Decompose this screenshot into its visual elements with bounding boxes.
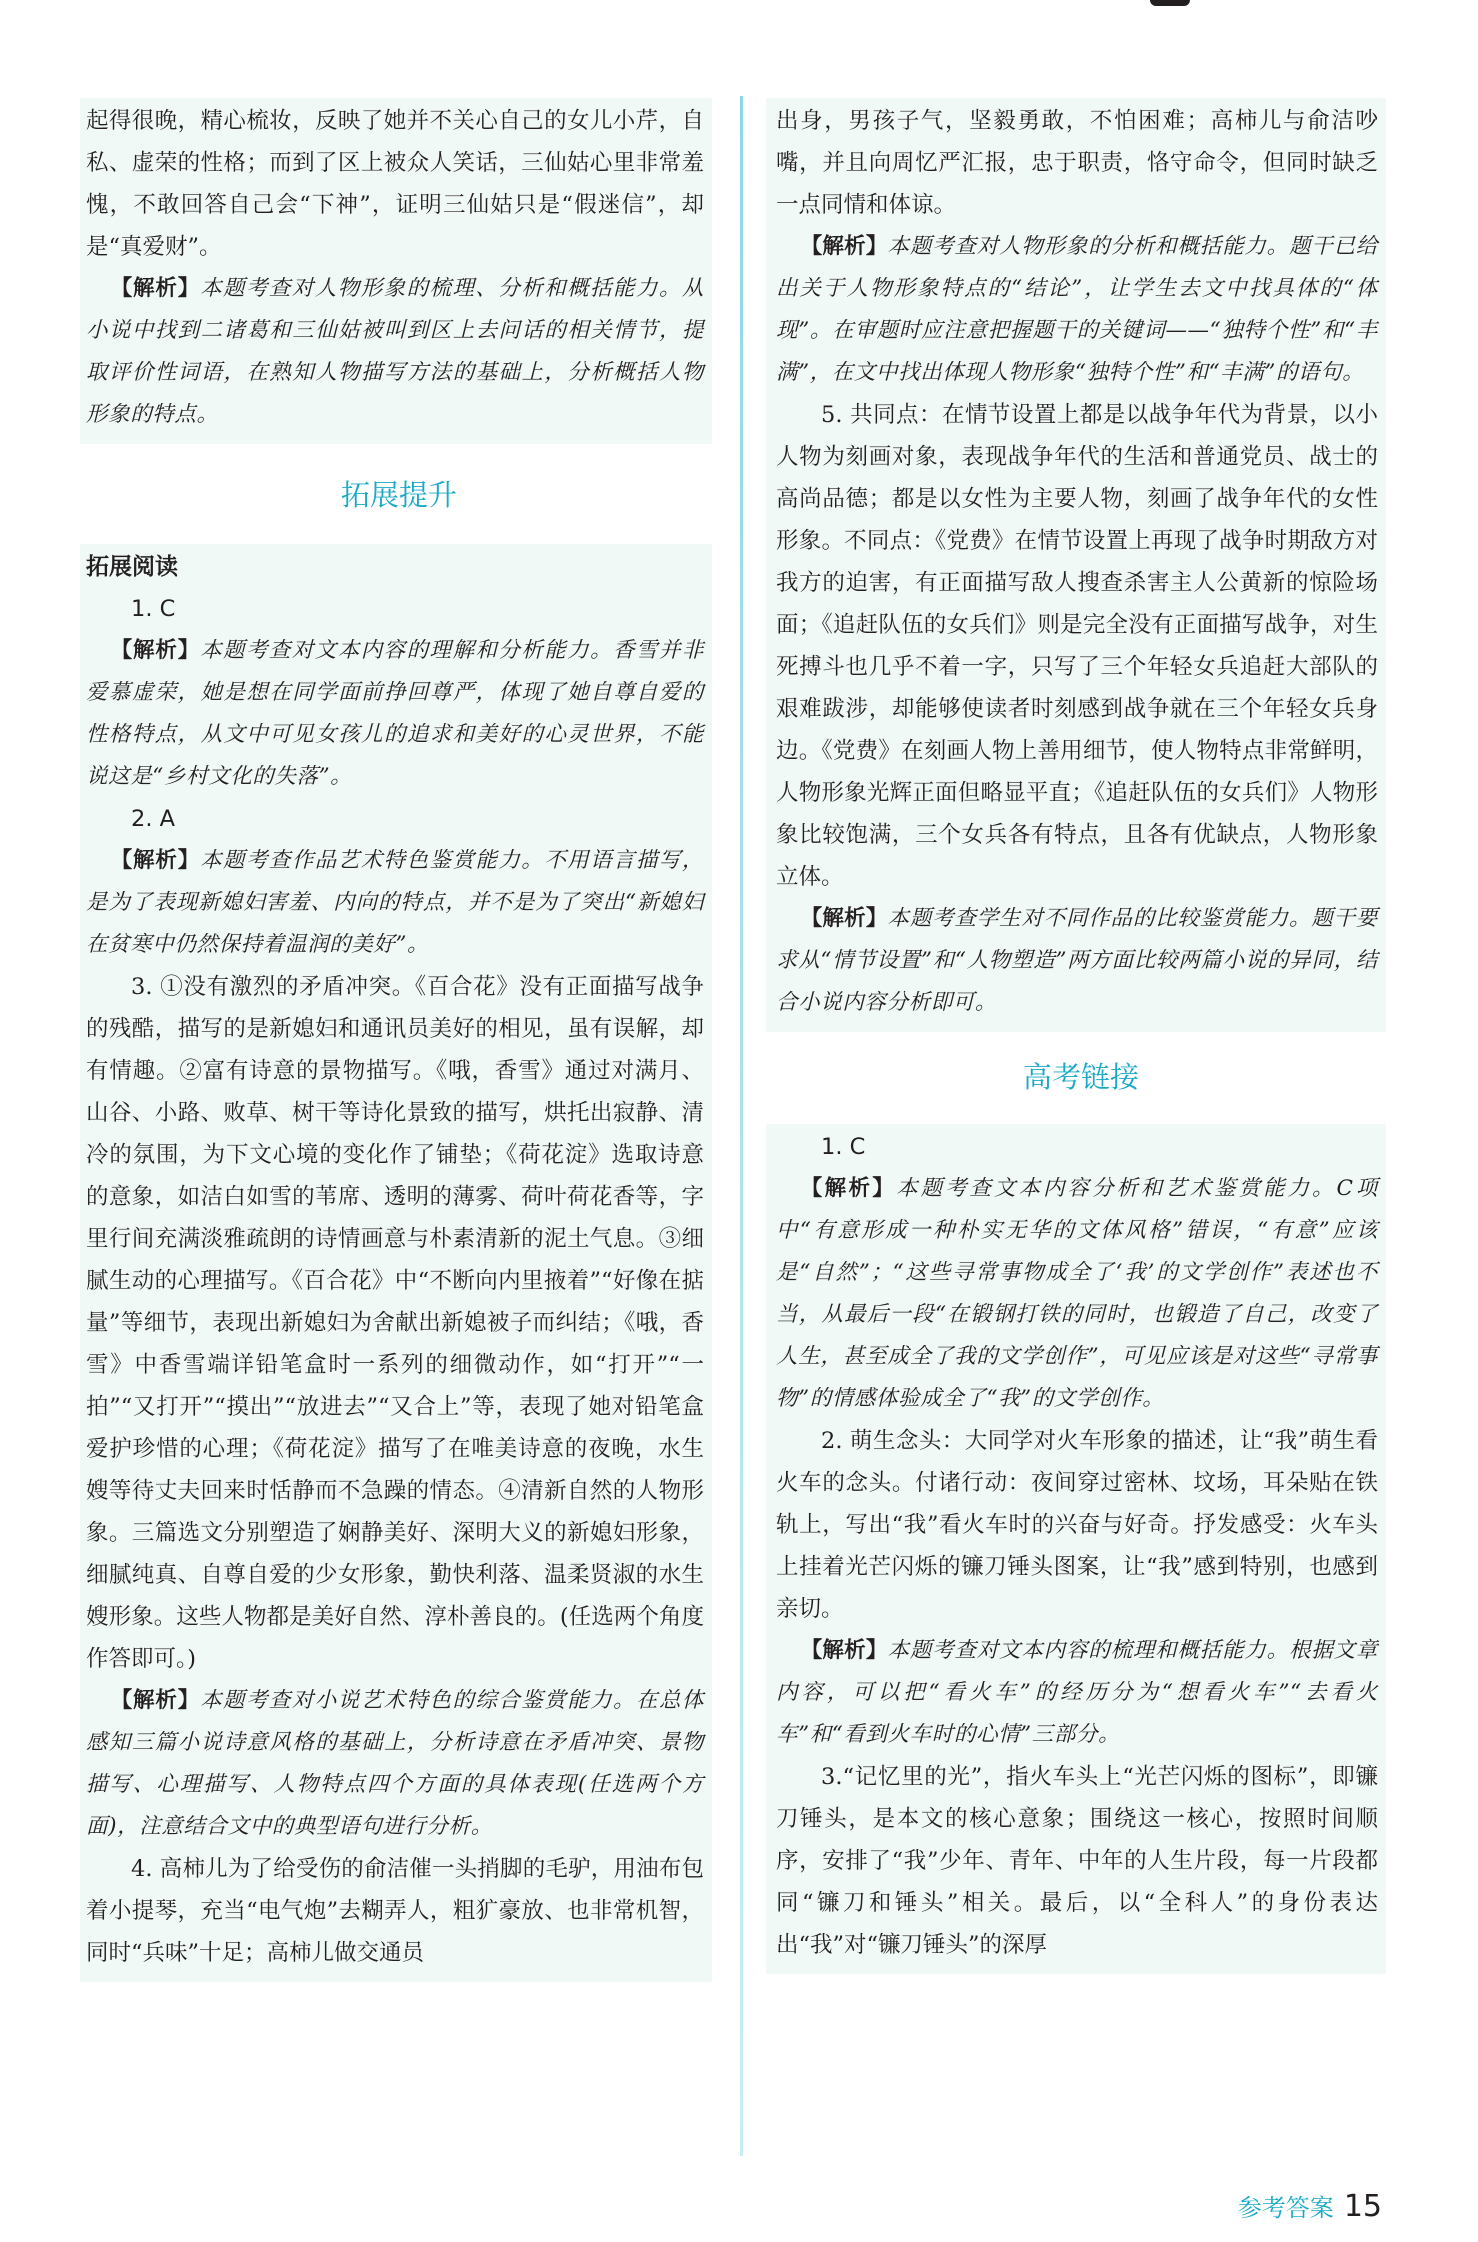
explanation-tag: 【解析】 (110, 638, 201, 663)
explanation-text: 本题考查对人物形象的分析和概括能力。题干已给出关于人物形象特点的“结论”，让学生去文中找具体的“体现”。在审题时应注意把握题干的关键词——“独特个性”和“丰满”，在文中找出体现人物形象“独特个性”和“丰满”的语句。 (776, 234, 1378, 385)
page-footer (1238, 2188, 1382, 2224)
answer-text: 起得很晚，精心梳妆，反映了她并不关心自己的女儿小芹，自私、虚荣的性格；而到了区上被众人笑话，三仙姑心里非常羞愧，不敢回答自己会“下神”，证明三仙姑只是“假迷信”，却是“真爱财”。 (86, 108, 704, 260)
explanation-text: 本题考查对人物形象的梳理、分析和概括能力。从小说中找到二诸葛和三仙姑被叫到区上去问话的相关情节，提取评价性词语，在熟知人物描写方法的基础上，分析概括人物形象的特点。 (86, 276, 704, 427)
exam-answer-3: 3.“记忆里的光”，指火车头上“光芒闪烁的图标”，即镰刀锤头，是本文的核心意象；围绕这一核心，按照时间顺序，安排了“我”少年、青年、中年的人生片段，每一片段都同“镰刀和锤头”相关。最后，以“全科人”的身份表达出“我”对“镰刀锤头”的深厚 (776, 1764, 1378, 1958)
explanation (86, 1680, 704, 1848)
answer-box-continued (766, 98, 1386, 1032)
explanation (776, 1168, 1378, 1420)
exam-answer-1: 1. C (821, 1134, 866, 1160)
explanation (86, 840, 704, 966)
explanation-text: 本题考查对文本内容的理解和分析能力。香雪并非爱慕虚荣，她是想在同学面前挣回尊严，体现了她自尊自爱的性格特点，从文中可见女孩儿的追求和美好的心灵世界，不能说这是“乡村文化的失落”。 (86, 638, 704, 789)
section-title-exam: 高考链接 (1022, 1060, 1139, 1094)
answer-box-extension (80, 544, 712, 1982)
answer-2: 2. A (131, 806, 176, 832)
sub-heading: 拓展阅读 (86, 554, 178, 580)
answer-4: 4. 高柿儿为了给受伤的俞洁催一头捎脚的毛驴，用油布包着小提琴，充当“电气炮”去糊弄人，粗犷豪放、也非常机智，同时“兵味”十足；高柿儿做交通员 (86, 1856, 704, 1966)
answer-1: 1. C (131, 596, 176, 622)
column-divider (740, 96, 743, 2156)
explanation-text: 本题考查对小说艺术特色的综合鉴赏能力。在总体感知三篇小说诗意风格的基础上，分析诗意在矛盾冲突、景物描写、心理描写、人物特点四个方面的具体表现(任选两个方面)，注意结合文中的典型语句进行分析。 (86, 1688, 704, 1839)
exam-answer-2: 2. 萌生念头：大同学对火车形象的描述，让“我”萌生看火车的念头。付诸行动：夜间穿过密林、坟场，耳朵贴在铁轨上，写出“我”看火车时的兴奋与好奇。抒发感受：火车头上挂着光芒闪烁的镰刀锤头图案，让“我”感到特别，也感到亲切。 (776, 1428, 1378, 1622)
answer-box-intro (80, 98, 712, 444)
explanation-tag: 【解析】 (800, 1638, 888, 1663)
explanation (776, 898, 1378, 1024)
explanation-text: 本题考查作品艺术特色鉴赏能力。不用语言描写，是为了表现新媳妇害羞、内向的特点，并不是为了突出“新媳妇在贫寒中仍然保持着温润的美好”。 (86, 848, 704, 957)
explanation-tag: 【解析】 (800, 906, 888, 931)
right-column (746, 0, 1386, 2178)
explanation-tag: 【解析】 (110, 1688, 201, 1713)
page-number: 15 (1343, 2189, 1382, 2224)
explanation (776, 1630, 1378, 1756)
explanation-tag: 【解析】 (800, 1176, 897, 1201)
answer-4-continued: 出身，男孩子气，坚毅勇敢，不怕困难；高柿儿与俞洁吵嘴，并且向周忆严汇报，忠于职责，恪守命令，但同时缺乏一点同情和体谅。 (776, 108, 1378, 218)
section-title-extension: 拓展提升 (340, 478, 457, 512)
explanation-tag: 【解析】 (110, 276, 201, 301)
explanation (86, 268, 704, 436)
answer-5: 5. 共同点：在情节设置上都是以战争年代为背景，以小人物为刻画对象，表现战争年代的生活和普通党员、战士的高尚品德；都是以女性为主要人物，刻画了战争年代的女性形象。不同点：《党费》在情节设置上再现了战争时期敌方对我方的迫害，有正面描写敌人搜查杀害主人公黄新的惊险场面；《追赶队伍的女兵们》则是完全没有正面描写战争，对生死搏斗也几乎不着一字，只写了三个年轻女兵追赶大部队的艰难跋涉，却能够使读者时刻感到战争就在三个年轻女兵身边。《党费》在刻画人物上善用细节，使人物特点非常鲜明，人物形象光辉正面但略显平直；《追赶队伍的女兵们》人物形象比较饱满，三个女兵各有特点，且各有优缺点，人物形象立体。 (776, 402, 1378, 890)
explanation-tag: 【解析】 (110, 848, 201, 873)
left-column (86, 0, 726, 2178)
explanation-text: 本题考查对文本内容的梳理和概括能力。根据文章内容，可以把“看火车”的经历分为“想看火车”“去看火车”和“看到火车时的心情”三部分。 (776, 1638, 1378, 1747)
answer-box-exam (766, 1124, 1386, 1974)
explanation-text: 本题考查文本内容分析和艺术鉴赏能力。C项中“有意形成一种朴实无华的文体风格”错误，“有意”应该是“自然”；“这些寻常事物成全了‘我’的文学创作”表述也不当，从最后一段“在锻钢打铁的同时，也锻造了自己，改变了人生，甚至成全了我的文学创作”，可见应该是对这些“寻常事物”的情感体验成全了“我”的文学创作。 (776, 1176, 1378, 1411)
explanation (776, 226, 1378, 394)
footer-label: 参考答案 (1237, 2194, 1334, 2222)
explanation (86, 630, 704, 798)
explanation-tag: 【解析】 (800, 234, 888, 259)
explanation-text: 本题考查学生对不同作品的比较鉴赏能力。题干要求从“情节设置”和“人物塑造”两方面比较两篇小说的异同，结合小说内容分析即可。 (776, 906, 1378, 1015)
answer-3: 3. ①没有激烈的矛盾冲突。《百合花》没有正面描写战争的残酷，描写的是新媳妇和通讯员美好的相见，虽有误解，却有情趣。②富有诗意的景物描写。《哦，香雪》通过对满月、山谷、小路、败草、树干等诗化景致的描写，烘托出寂静、清冷的氛围，为下文心境的变化作了铺垫；《荷花淀》选取诗意的意象，如洁白如雪的苇席、透明的薄雾、荷叶荷花香等，字里行间充满淡雅疏朗的诗情画意与朴素清新的泥土气息。③细腻生动的心理描写。《百合花》中“不断向内里掖着”“好像在掂量”等细节，表现出新媳妇为舍献出新媳被子而纠结；《哦，香雪》中香雪端详铅笔盒时一系列的细微动作，如“打开”“一拍”“又打开”“摸出”“放进去”“又合上”等，表现了她对铅笔盒爱护珍惜的心理；《荷花淀》描写了在唯美诗意的夜晚，水生嫂等待丈夫回来时恬静而不急躁的情态。④清新自然的人物形象。三篇选文分别塑造了娴静美好、深明大义的新媳妇形象，细腻纯真、自尊自爱的少女形象，勤快利落、温柔贤淑的水生嫂形象。这些人物都是美好自然、淳朴善良的。(任选两个角度作答即可。) (86, 974, 704, 1672)
